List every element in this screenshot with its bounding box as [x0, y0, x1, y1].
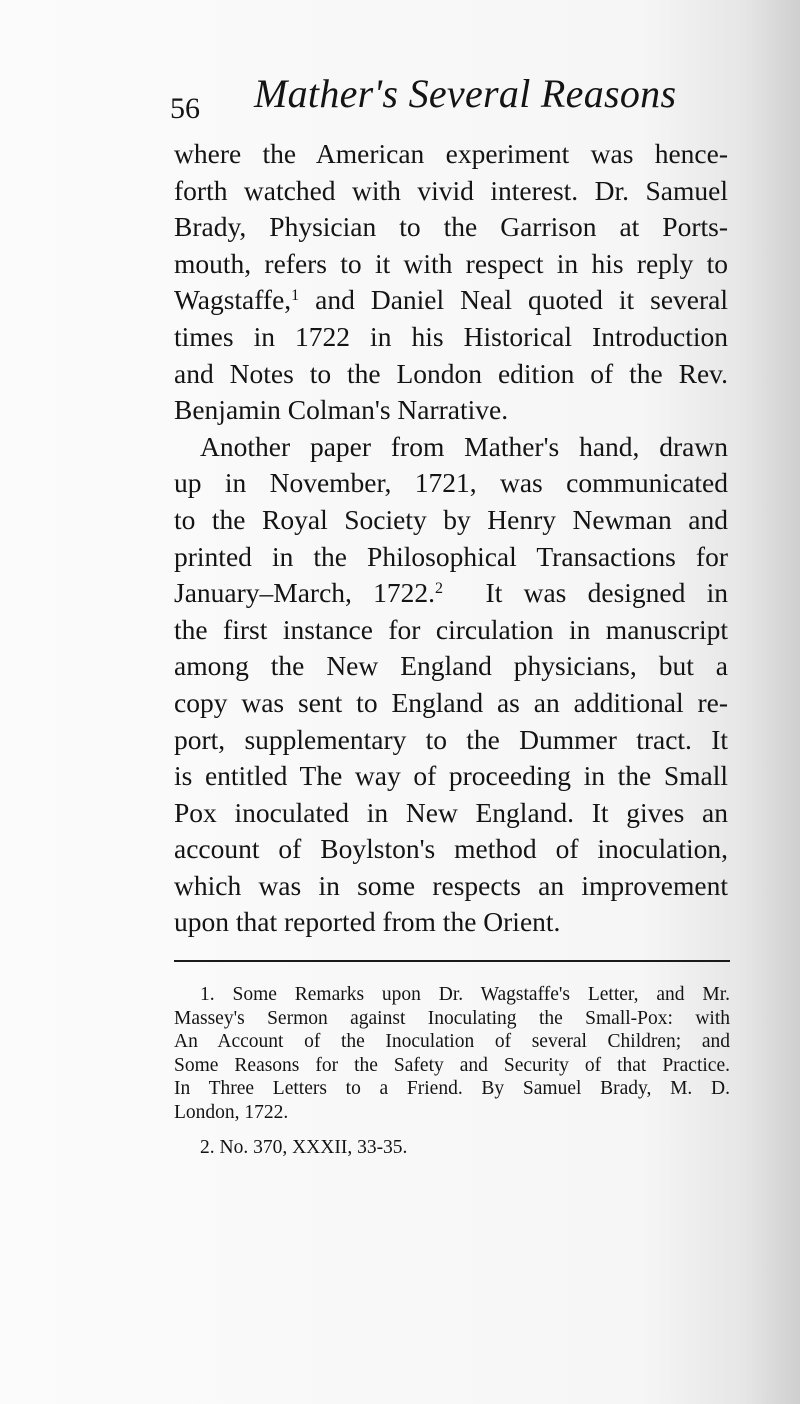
footnote-line: 2. No. 370, XXXII, 33-35. [200, 1137, 408, 1158]
text-line: port, supplementary to the Dummer tract. It [174, 723, 728, 755]
text-segment: Wagstaffe, [174, 284, 292, 316]
footnotes [174, 983, 730, 1160]
text-line: is entitled The way of proceeding in the Small [174, 760, 728, 792]
footnote-line: Massey's Sermon against Inoculating the Small-Pox: with [174, 1007, 730, 1029]
text-line: Benjamin Colman's Narrative. [174, 394, 509, 426]
footnote-line: An Account of the Inoculation of several Children; and [174, 1031, 730, 1052]
text-line: the first instance for circulation in manuscript [174, 613, 728, 645]
footnote-line: 1. Some Remarks upon Dr. Wagstaffe's Letter, and Mr. [200, 984, 730, 1005]
text-line: to the Royal Society by Henry Newman and [174, 503, 728, 535]
running-head: Mather's Several Reasons [254, 71, 677, 116]
text-line: Pox inoculated in New England. It gives an [174, 796, 728, 828]
footnote-rule [174, 960, 730, 962]
footnote-2 [174, 1136, 730, 1160]
text-segment: January–March, 1722. [174, 577, 436, 609]
body-text [174, 136, 728, 941]
text-segment: It was designed in [485, 577, 728, 609]
text-line-with-note-ref [174, 282, 728, 319]
text-segment: and Daniel Neal quoted it several [315, 284, 728, 316]
text-line: among the New England physicians, but a [174, 650, 728, 682]
text-line: printed in the Philosophical Transactions for [174, 540, 728, 572]
text-line: mouth, refers to it with respect in his reply to [174, 247, 728, 279]
text-line: copy was sent to England as an additional re- [174, 686, 728, 718]
footnote-line: London, 1722. [174, 1101, 289, 1123]
text-line: Another paper from Mather's hand, drawn [200, 430, 728, 462]
footnote-1 [174, 983, 730, 1124]
text-line: times in 1722 in his Historical Introduction [174, 320, 728, 352]
text-line: which was in some respects an improvement [174, 869, 728, 901]
text-line-with-note-ref [174, 575, 728, 612]
footnote-line: In Three Letters to a Friend. By Samuel Brady, M. D. [174, 1078, 730, 1099]
text-line: and Notes to the London edition of the Rev. [174, 357, 728, 389]
text-line: up in November, 1721, was communicated [174, 467, 728, 499]
footnote-ref-2: 2 [435, 580, 444, 598]
text-line: account of Boylston's method of inoculation, [174, 833, 728, 865]
page-header [170, 70, 730, 134]
text-line: Brady, Physician to the Garrison at Ports- [174, 211, 728, 243]
text-line: where the American experiment was hence- [174, 138, 728, 169]
text-line: upon that reported from the Orient. [174, 906, 561, 938]
text-line: forth watched with vivid interest. Dr. Samuel [174, 174, 728, 206]
footnote-ref-1: 1 [291, 287, 300, 305]
page-number: 56 [170, 92, 200, 125]
footnote-line: Some Reasons for the Safety and Security of that Practice. [174, 1054, 730, 1076]
